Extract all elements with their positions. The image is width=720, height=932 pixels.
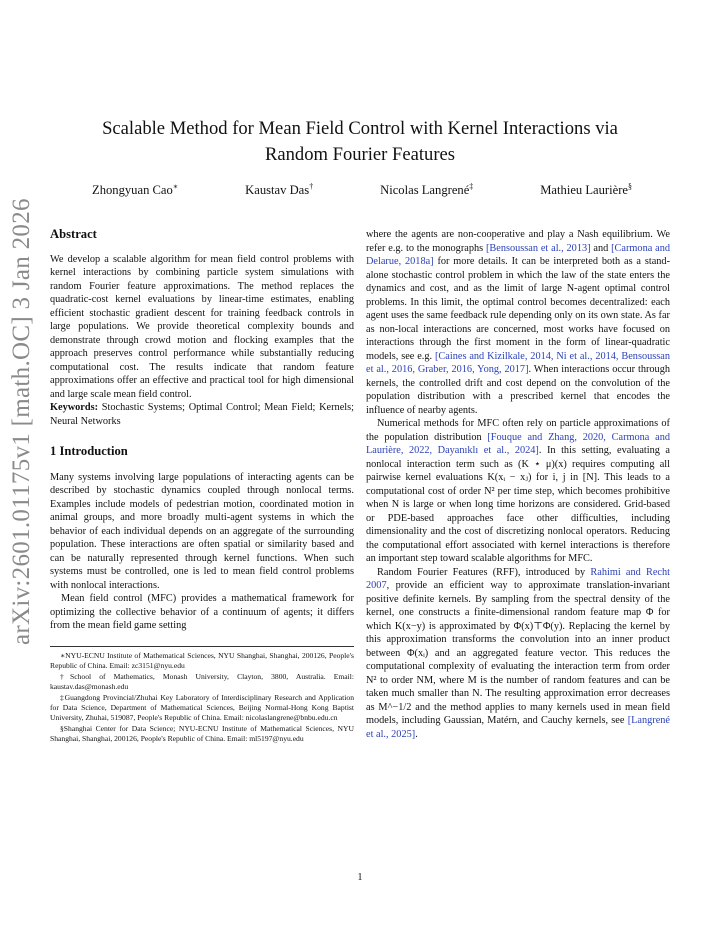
citation-link[interactable]: [Fouque and Zhang, 2020, Carmona and Laurière, 2022, Dayanıklı et al., 2024] bbox=[366, 431, 670, 456]
citation-link[interactable]: [Langrené et al., 2025] bbox=[366, 715, 670, 740]
paper-title bbox=[60, 116, 660, 168]
author: Kaustav Das† bbox=[245, 182, 314, 198]
intro-paragraph-2: Mean field control (MFC) provides a mathematical framework for optimizing the collective behavior of a continuum of agents; it differs from the mean field game setting bbox=[50, 593, 354, 631]
citation-link[interactable]: [Bensoussan et al., 2013] bbox=[485, 242, 591, 254]
footnote: ∗NYU-ECNU Institute of Mathematical Sciences, NYU Shanghai, Shanghai, 200126, People's Republic of China. Email: zc3151@nyu.edu bbox=[50, 651, 354, 670]
abstract-body: We develop a scalable algorithm for mean field control problems with kernel interactions by combining particle system simulations with random Fourier feature approximations. The method replaces the quadratic-cost kernel evaluations by linear-time estimates, enabling efficient stochastic gradient descent for training feedback controls in large populations. We provide theoretical complexity bounds and demonstrate through crowd motion and flocking examples that the approach preserves control performance while substantially reducing computational cost. The results indicate that random feature approximations offer an effective and practical tool for high dimensional and large scale mean field control. bbox=[50, 253, 354, 400]
left-column bbox=[50, 228, 354, 633]
keywords-text: Stochastic Systems; Optimal Control; Mean Field; Kernels; Neural Networks bbox=[50, 402, 354, 427]
page-number: 1 bbox=[357, 872, 363, 883]
abstract-heading: Abstract bbox=[50, 227, 97, 241]
intro-paragraph-1: Many systems involving large populations of interacting agents can be described by stochastic dynamics coupled through nonlocal terms. Examples include models of pedestrian motion, coordinated motion in animal groups, and more broadly multi-agent systems in which the behavior of each individual depends on an aggregate of the surrounding population. These interactions are often spatial or similarity based and can be naturally represented through kernel functions. When such systems must be controlled, one is led to mean field control problems with nonlocal interactions. bbox=[50, 471, 354, 591]
body-paragraph: Numerical methods for MFC often rely on particle approximations of the population distribution [Fouque and Zhang, 2020, Carmona and Laurière, 2022, Dayanıklı et al., 2024]. In this setting, evaluating a nonlocal interaction term such as (K ⋆ μ)(x) requires computing all pairwise kernel evaluations K(xᵢ − xⱼ) for i, j in [N]. This leads to a computational cost of order N² per time step, which becomes prohibitive when N is large or when long time horizons are considered. Grid-based or PDE-based approaches face other difficulties, including dimensionality and the cost of discretizing nonlocal operators. Reducing the computational effort associated with kernel interactions is therefore an important step toward scalable algorithms for MFC. bbox=[366, 418, 671, 564]
footnote: ‡Guangdong Provincial/Zhuhai Key Laboratory of Interdisciplinary Research and Application for Data Science, Department of Mathematical Sciences, Beijing Normal-Hong Kong Baptist University, Zhuhai, 519087, People's Republic of China. Email: nicolaslangrene@bnbu.edu.cn bbox=[50, 693, 354, 722]
body-paragraph: Random Fourier Features (RFF), introduced by Rahimi and Recht 2007, provide an efficient way to approximate translation-invariant positive definite kernels. By sampling from the spectral density of the kernel, one constructs a finite-dimensional random feature map Φ for which K(x−y) is approximated by Φ(x)⊤Φ(y). Replacing the kernel by this approximation transforms the convolution into an inner product between Φ(xᵢ) and an aggregated feature vector. This reduces the computational complexity of evaluating the interaction term from order N² to order NM, where M is the number of random features and can be taken much smaller than N. The resulting approximation error decreases as M^−1/2 and the method applies to many kernels used in mean field models, including Gaussian, Matérn, and Cauchy kernels, see [Langrené et al., 2025]. bbox=[366, 566, 670, 740]
author: Zhongyuan Cao∗ bbox=[92, 182, 179, 198]
footnotes bbox=[50, 646, 354, 745]
citation-link[interactable]: [Carmona and Delarue, 2018a] bbox=[366, 242, 670, 267]
author: Nicolas Langrené‡ bbox=[380, 182, 474, 198]
keywords-label: Keywords: bbox=[50, 402, 99, 413]
arxiv-stamp: arXiv:2601.01175v1 [math.OC] 3 Jan 2026 bbox=[8, 198, 35, 645]
citation-link[interactable]: Rahimi and Recht 2007 bbox=[366, 566, 670, 591]
citation-link[interactable]: [Caines and Kizilkale, 2014, Ni et al., 2014, Bensoussan et al., 2016, Graber, 2016, Yong, 2017] bbox=[366, 350, 670, 375]
keywords bbox=[50, 401, 354, 428]
footnote: §Shanghai Center for Data Science; NYU-ECNU Institute of Mathematical Sciences, NYU Shanghai, Shanghai, 200126, People's Republic of China. Email: ml5197@nyu.edu bbox=[50, 724, 354, 743]
title-line-2: Random Fourier Features bbox=[264, 144, 456, 165]
section-heading-introduction: 1 Introduction bbox=[50, 444, 128, 458]
body-paragraph: where the agents are non-cooperative and play a Nash equilibrium. We refer e.g. to the monographs [Bensoussan et al., 2013] and [Carmona and Delarue, 2018a] for more details. It can be interpreted both as a stand-alone stochastic control problem in which the law of the state enters the dynamics and cost, and as the limit of large N-agent optimal control problems. In this limit, the optimal control becomes decentralized: each agent uses the same feedback rule depending only on its own state. As far as non-local interactions are concerned, most works have focused on interactions through the first moment in the form of linear-quadratic models, see e.g. [Caines and Kizilkale, 2014, Ni et al., 2014, Bensoussan et al., 2016, Graber, 2016, Yong, 2017]. When interactions occur through kernels, the controlled drift and cost depend on the convolution of the population distribution with a prescribed kernel that encodes the influence of nearby agents. bbox=[366, 229, 671, 416]
footnote: †School of Mathematics, Monash University, Clayton, 3800, Australia. Email: kaustav.das@monash.edu bbox=[50, 672, 354, 691]
author: Mathieu Laurière§ bbox=[540, 182, 632, 198]
right-column bbox=[366, 228, 670, 741]
title-line-1: Scalable Method for Mean Field Control with Kernel Interactions via bbox=[102, 118, 618, 139]
author-list bbox=[92, 182, 632, 198]
